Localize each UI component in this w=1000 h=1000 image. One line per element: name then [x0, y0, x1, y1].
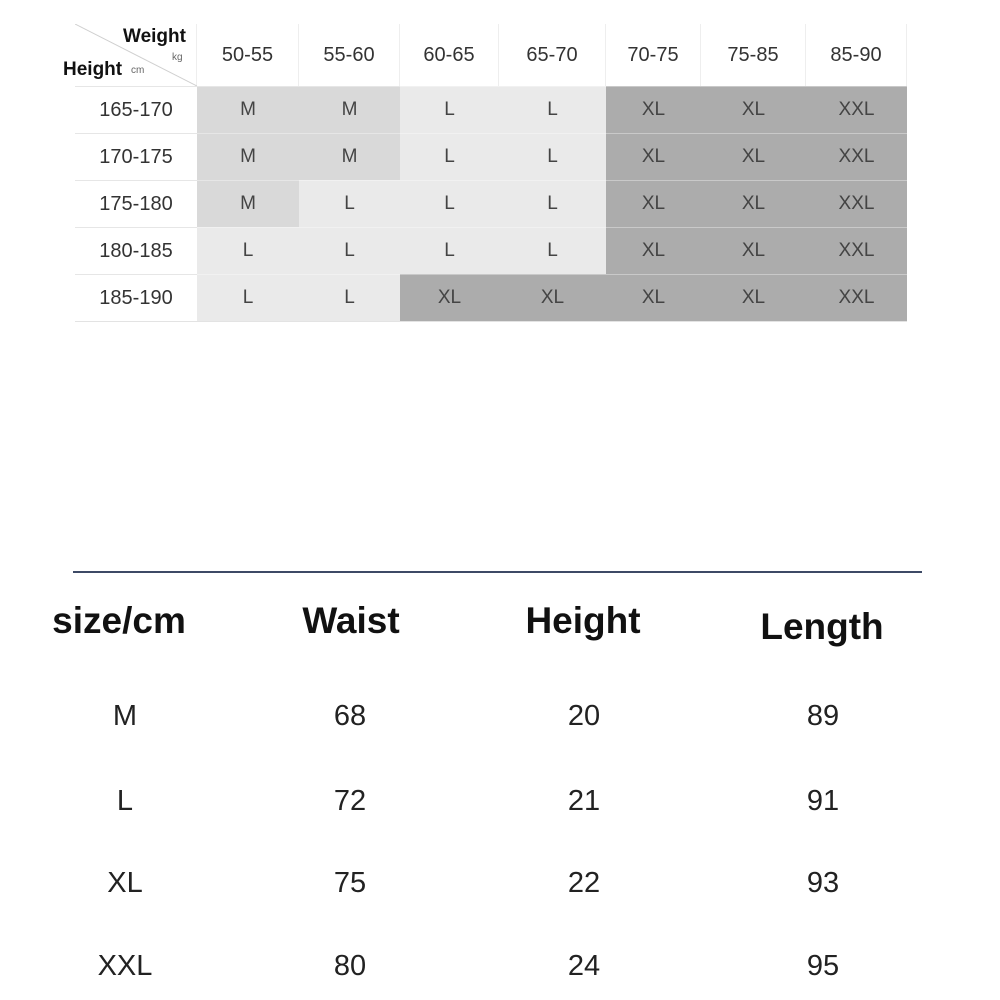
size-value: XL — [107, 867, 143, 899]
height-range-label: 175-180 — [75, 180, 197, 227]
section-divider — [73, 571, 922, 573]
height-column-header: Height — [525, 600, 641, 641]
weight-range-header: 60-65 — [400, 24, 499, 86]
weight-range-header: 75-85 — [701, 24, 806, 86]
size-cell: XL — [701, 86, 806, 133]
weight-range-header: 70-75 — [606, 24, 701, 86]
height-range-label: 170-175 — [75, 133, 197, 180]
size-cell: M — [197, 86, 299, 133]
height-range-label: 165-170 — [75, 86, 197, 133]
size-cell: L — [400, 133, 499, 180]
weight-range-header: 55-60 — [299, 24, 400, 86]
height-axis-label: Height — [63, 59, 123, 80]
size-cell: XL — [400, 274, 499, 321]
weight-unit-label: kg — [172, 52, 183, 63]
size-cell: L — [299, 274, 400, 321]
length-value: 93 — [806, 867, 840, 899]
size-cell: XL — [606, 86, 701, 133]
waist-value: 72 — [333, 785, 367, 817]
weight-range-header: 85-90 — [806, 24, 907, 86]
height-unit-label: cm — [131, 65, 145, 76]
weight-axis-label: Weight — [123, 26, 186, 47]
size-cell: L — [499, 133, 606, 180]
size-cell: XXL — [806, 180, 907, 227]
length-value: 95 — [806, 950, 840, 982]
size-cell: XL — [606, 133, 701, 180]
size-cell: XXL — [806, 133, 907, 180]
size-cell: L — [299, 180, 400, 227]
size-value: XXL — [97, 950, 153, 982]
size-recommendation-grid — [63, 24, 907, 322]
size-cell: XXL — [806, 227, 907, 274]
size-cell: L — [400, 180, 499, 227]
length-value: 91 — [806, 785, 840, 817]
size-cell: XL — [701, 133, 806, 180]
size-cell: L — [197, 227, 299, 274]
waist-value: 80 — [333, 950, 367, 982]
size-cell: XL — [606, 227, 701, 274]
size-cell: M — [299, 133, 400, 180]
weight-range-header: 50-55 — [197, 24, 299, 86]
size-value: L — [116, 785, 134, 817]
size-cell: L — [197, 274, 299, 321]
height-value: 22 — [567, 867, 601, 899]
size-cell: L — [400, 86, 499, 133]
size-cell: XL — [701, 180, 806, 227]
size-cell: XL — [499, 274, 606, 321]
height-value: 24 — [567, 950, 601, 982]
size-cell: XL — [606, 274, 701, 321]
size-cell: M — [197, 180, 299, 227]
size-cell: XL — [701, 274, 806, 321]
waist-column-header: Waist — [302, 600, 400, 641]
size-cell: L — [400, 227, 499, 274]
grid-corner-header — [63, 24, 197, 86]
height-range-label: 180-185 — [75, 227, 197, 274]
weight-range-header: 65-70 — [499, 24, 606, 86]
size-cell: L — [499, 227, 606, 274]
size-cell: L — [499, 180, 606, 227]
size-cell: L — [499, 86, 606, 133]
length-value: 89 — [806, 700, 840, 732]
size-cell: XXL — [806, 274, 907, 321]
waist-value: 75 — [333, 867, 367, 899]
size-cell: M — [299, 86, 400, 133]
size-cell: XL — [606, 180, 701, 227]
size-cell: XL — [701, 227, 806, 274]
size-column-header: size/cm — [52, 600, 186, 641]
height-value: 20 — [567, 700, 601, 732]
height-range-label: 185-190 — [75, 274, 197, 321]
height-value: 21 — [567, 785, 601, 817]
size-value: M — [112, 700, 138, 732]
length-column-header: Length — [760, 606, 884, 647]
size-cell: XXL — [806, 86, 907, 133]
size-cell: L — [299, 227, 400, 274]
size-cell: M — [197, 133, 299, 180]
waist-value: 68 — [333, 700, 367, 732]
